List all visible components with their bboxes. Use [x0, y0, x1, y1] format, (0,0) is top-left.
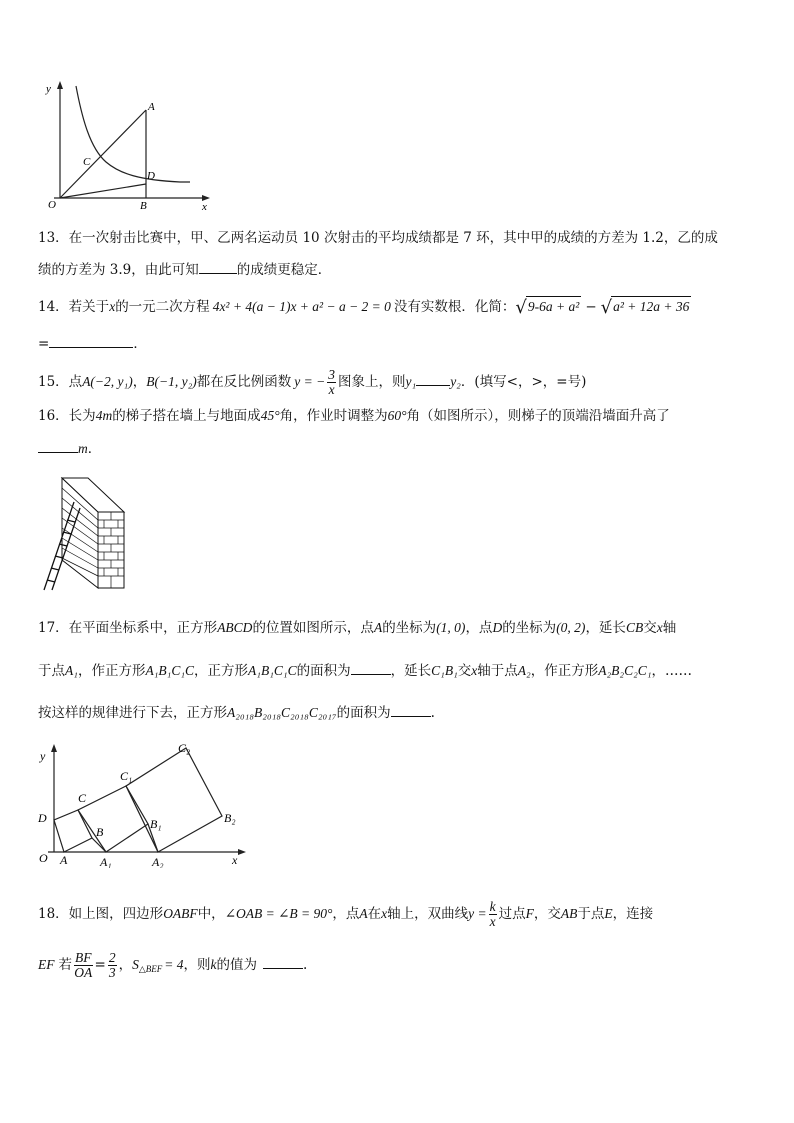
label-o: O	[48, 199, 56, 211]
question-13-line-1	[38, 228, 718, 248]
square-a1b1c1c	[78, 786, 148, 852]
q18-end: .	[302, 957, 308, 973]
q17-l2e: ，延长	[390, 663, 432, 679]
segment-oa	[60, 110, 146, 198]
label-c: C	[83, 156, 91, 168]
label-a2: A₂	[152, 855, 164, 868]
q18-frac-bf: BF	[75, 950, 92, 965]
label-c2: C₂	[178, 741, 191, 755]
label-b: B	[96, 825, 104, 839]
label-a: A	[60, 853, 68, 867]
q13-text-2a: 绩的方差为 3.9，由此可知	[38, 262, 199, 278]
question-18-line-2	[38, 951, 307, 980]
q18-text-3: ，点	[332, 906, 360, 922]
q15-point-a: A(−2, y₁)	[82, 374, 133, 389]
q16-text-3: 角，作业时调整为	[279, 408, 388, 424]
q17-sq1b: A₁B₁C₁C	[248, 663, 297, 678]
q18-x: x	[381, 906, 388, 921]
label-x: x	[202, 201, 207, 213]
q17-l2d: 的面积为	[296, 663, 351, 679]
q14-text-2: 的一元二次方程	[115, 299, 210, 315]
q18-y: y =	[468, 906, 487, 921]
q16-angle-1: 45°	[260, 408, 280, 423]
q18-oabf: OABF	[163, 906, 198, 921]
q17-a1: A₁	[65, 663, 78, 678]
question-18-line-1	[38, 900, 653, 929]
q15-frac-num: 3	[328, 367, 335, 382]
question-14-line-2	[38, 333, 147, 354]
extension-cb	[92, 838, 106, 852]
q15-frac-den: x	[328, 382, 335, 397]
q14-radicand-2: a² + 12a + 36	[611, 296, 691, 317]
q17-text-7: 交	[643, 620, 657, 636]
question-15	[38, 368, 586, 397]
q14-answer-blank[interactable]	[49, 333, 133, 348]
label-d: D	[38, 811, 47, 825]
q17-text-1: 17．在平面坐标系中，正方形	[38, 620, 218, 636]
y-axis-arrow	[57, 81, 63, 89]
question-14-line-1	[38, 296, 691, 318]
q18-fraction-2-3	[108, 951, 117, 980]
q18-text-9: ，连接	[612, 906, 654, 922]
q17-answer-blank-1[interactable]	[351, 660, 391, 675]
q18-frac-2: 2	[108, 950, 116, 965]
label-a: A	[148, 101, 155, 113]
q14-end: ．	[133, 336, 147, 352]
q15-text-3: 图象上，则	[338, 374, 406, 390]
q18-frac-3: 3	[108, 965, 116, 980]
q18-frac-k-den: x	[489, 914, 496, 929]
label-b: B	[140, 200, 147, 212]
q15-text-2: 都在反比例函数	[196, 374, 292, 390]
sqrt-symbol-2: √	[600, 297, 613, 318]
q18-a: A	[359, 906, 368, 921]
q18-k: k	[210, 957, 217, 972]
q17-text-8: 轴	[662, 620, 677, 636]
q18-angle: ∠OAB = ∠B = 90°	[224, 906, 333, 921]
question-17-line-2	[38, 660, 692, 681]
q18-text-13: 的值为	[216, 957, 257, 973]
q18-text-5: 轴上，双曲线	[387, 906, 469, 922]
q17-l3c: .	[430, 705, 435, 721]
label-d: D	[147, 170, 155, 182]
q16-text-1: 16．长为	[38, 408, 96, 424]
question-16-line-1	[38, 406, 670, 426]
q15-point-b: B(−1, y₂)	[146, 374, 197, 389]
question-13-line-2	[38, 259, 331, 280]
q16-unit: m	[78, 441, 88, 456]
q15-y2: y₂	[450, 374, 461, 389]
label-a1: A₁	[100, 855, 112, 868]
q14-equation: 4x² + 4(a − 1)x + a² − a − 2 = 0	[212, 299, 391, 314]
q18-text-6: 过点	[498, 906, 526, 922]
label-b2: B₂	[224, 811, 236, 825]
q18-ef: EF	[38, 957, 55, 972]
q17-text-3: 的坐标为	[382, 620, 437, 636]
q17-l2g: 轴于点	[477, 663, 518, 679]
q18-text-8: 于点	[577, 906, 605, 922]
q18-eq: =	[94, 957, 106, 973]
q17-answer-blank-2[interactable]	[391, 702, 431, 717]
q18-fraction-bf-oa	[74, 951, 93, 980]
label-c1: C₁	[120, 769, 133, 783]
q17-sq2: A₂B₂C₂C₁	[598, 663, 652, 678]
hyperbola-curve	[76, 86, 190, 182]
q17-l2i: ，……	[651, 663, 693, 679]
q17-l3a: 按这样的规律进行下去，正方形	[38, 705, 227, 721]
q16-length: 4m	[95, 408, 113, 423]
q17-coord-a: (1, 0)	[436, 620, 466, 635]
q18-answer-blank[interactable]	[263, 954, 303, 969]
q16-angle-2: 60°	[387, 408, 407, 423]
q18-s-sub: △BEF	[138, 964, 163, 974]
q17-x-2: x	[471, 663, 478, 678]
label-b1: B₁	[150, 817, 162, 831]
q14-text-3: 没有实数根．化简：	[393, 299, 516, 315]
y-axis-arrow	[51, 744, 57, 752]
q18-text-7: ，交	[533, 906, 561, 922]
q17-coord-d: (0, 2)	[556, 620, 586, 635]
sqrt-symbol-1: √	[515, 297, 527, 318]
q18-text-1: 18．如上图，四边形	[38, 906, 164, 922]
question-17-line-3	[38, 702, 435, 723]
q17-cb: CB	[625, 620, 644, 635]
q15-func-y: y = −	[294, 374, 326, 389]
q18-frac-oa: OA	[74, 965, 93, 980]
q17-x: x	[656, 620, 663, 635]
q17-l3b: 的面积为	[336, 705, 391, 721]
q14-eqsign: =	[38, 336, 50, 352]
q15-y1: y₁	[405, 374, 417, 389]
q17-sq1: A₁B₁C₁C	[145, 663, 195, 678]
q17-c1b1: C₁B₁	[431, 663, 458, 678]
square-abcd	[54, 810, 92, 852]
figure-squares-coordinate	[34, 738, 250, 868]
question-16-line-2	[38, 438, 101, 459]
q17-text-6: ，延长	[585, 620, 626, 636]
q14-text-1: 14．若关于	[38, 299, 110, 315]
square-a2b2c2c1	[126, 748, 222, 852]
q17-l2b: ，作正方形	[77, 663, 146, 679]
q16-answer-blank[interactable]	[38, 438, 78, 453]
q14-var-x: x	[109, 299, 116, 314]
q15-answer-blank[interactable]	[416, 371, 450, 386]
q18-ab: AB	[560, 906, 578, 921]
q17-text-5: 的坐标为	[502, 620, 557, 636]
q15-text-1: 15．点	[38, 374, 83, 390]
q17-l2c: ，正方形	[194, 663, 249, 679]
q18-f: F	[525, 906, 534, 921]
q17-l2f: 交	[457, 663, 472, 679]
q18-text-11: ，	[118, 957, 133, 973]
q16-text-4: 角（如图所示），则梯子的顶端沿墙面升高了	[406, 408, 670, 424]
q18-text-2: 中，	[197, 906, 225, 922]
q18-text-10: 若	[58, 957, 72, 973]
q18-fraction-k	[489, 900, 497, 929]
q14-minus: −	[585, 299, 597, 315]
q15-text-4: ．(填写<，>，=号)	[460, 374, 587, 390]
figure-wall-ladder	[40, 472, 130, 594]
q17-d: D	[492, 620, 503, 635]
q13-text-2b: 的成绩更稳定．	[236, 262, 332, 278]
x-axis-arrow	[238, 849, 246, 855]
q15-fraction	[327, 368, 336, 397]
q17-l2h: ，作正方形	[530, 663, 599, 679]
label-y: y	[40, 749, 46, 763]
label-y: y	[46, 83, 51, 95]
q13-text-1: 13．在一次射击比赛中，甲、乙两名运动员 10 次射击的平均成绩都是 7 环，其中甲的成绩的方差为 1.2，乙的成	[38, 230, 718, 246]
q18-frac-k-num: k	[489, 899, 496, 914]
q15-comma: ，	[132, 374, 147, 390]
q18-e: E	[604, 906, 613, 921]
q18-text-4: 在	[367, 906, 382, 922]
q17-l2a: 于点	[38, 663, 65, 679]
q17-a: A	[373, 620, 383, 635]
q18-text-12: ，则	[183, 957, 211, 973]
q13-answer-blank[interactable]	[199, 259, 237, 274]
q17-text-4: ，点	[465, 620, 493, 636]
q18-s-value: = 4	[164, 957, 184, 972]
q16-end: ．	[87, 441, 102, 457]
q14-radicand-1: 9-6a + a²	[526, 296, 581, 317]
label-c: C	[78, 791, 87, 805]
q17-sqn: A₂₀₁₈B₂₀₁₈C₂₀₁₈C₂₀₁₇	[227, 705, 337, 720]
question-17-line-1	[38, 618, 676, 638]
q17-text-2: 的位置如图所示，点	[252, 620, 374, 636]
segment-od	[60, 184, 146, 198]
label-x: x	[232, 853, 238, 867]
q18-s: S	[132, 957, 139, 972]
figure-hyperbola-triangle	[40, 78, 220, 214]
label-o: O	[39, 851, 48, 865]
q16-text-2: 的梯子搭在墙上与地面成	[112, 408, 261, 424]
q17-a2: A₂	[517, 663, 531, 678]
q17-abcd: ABCD	[217, 620, 253, 635]
